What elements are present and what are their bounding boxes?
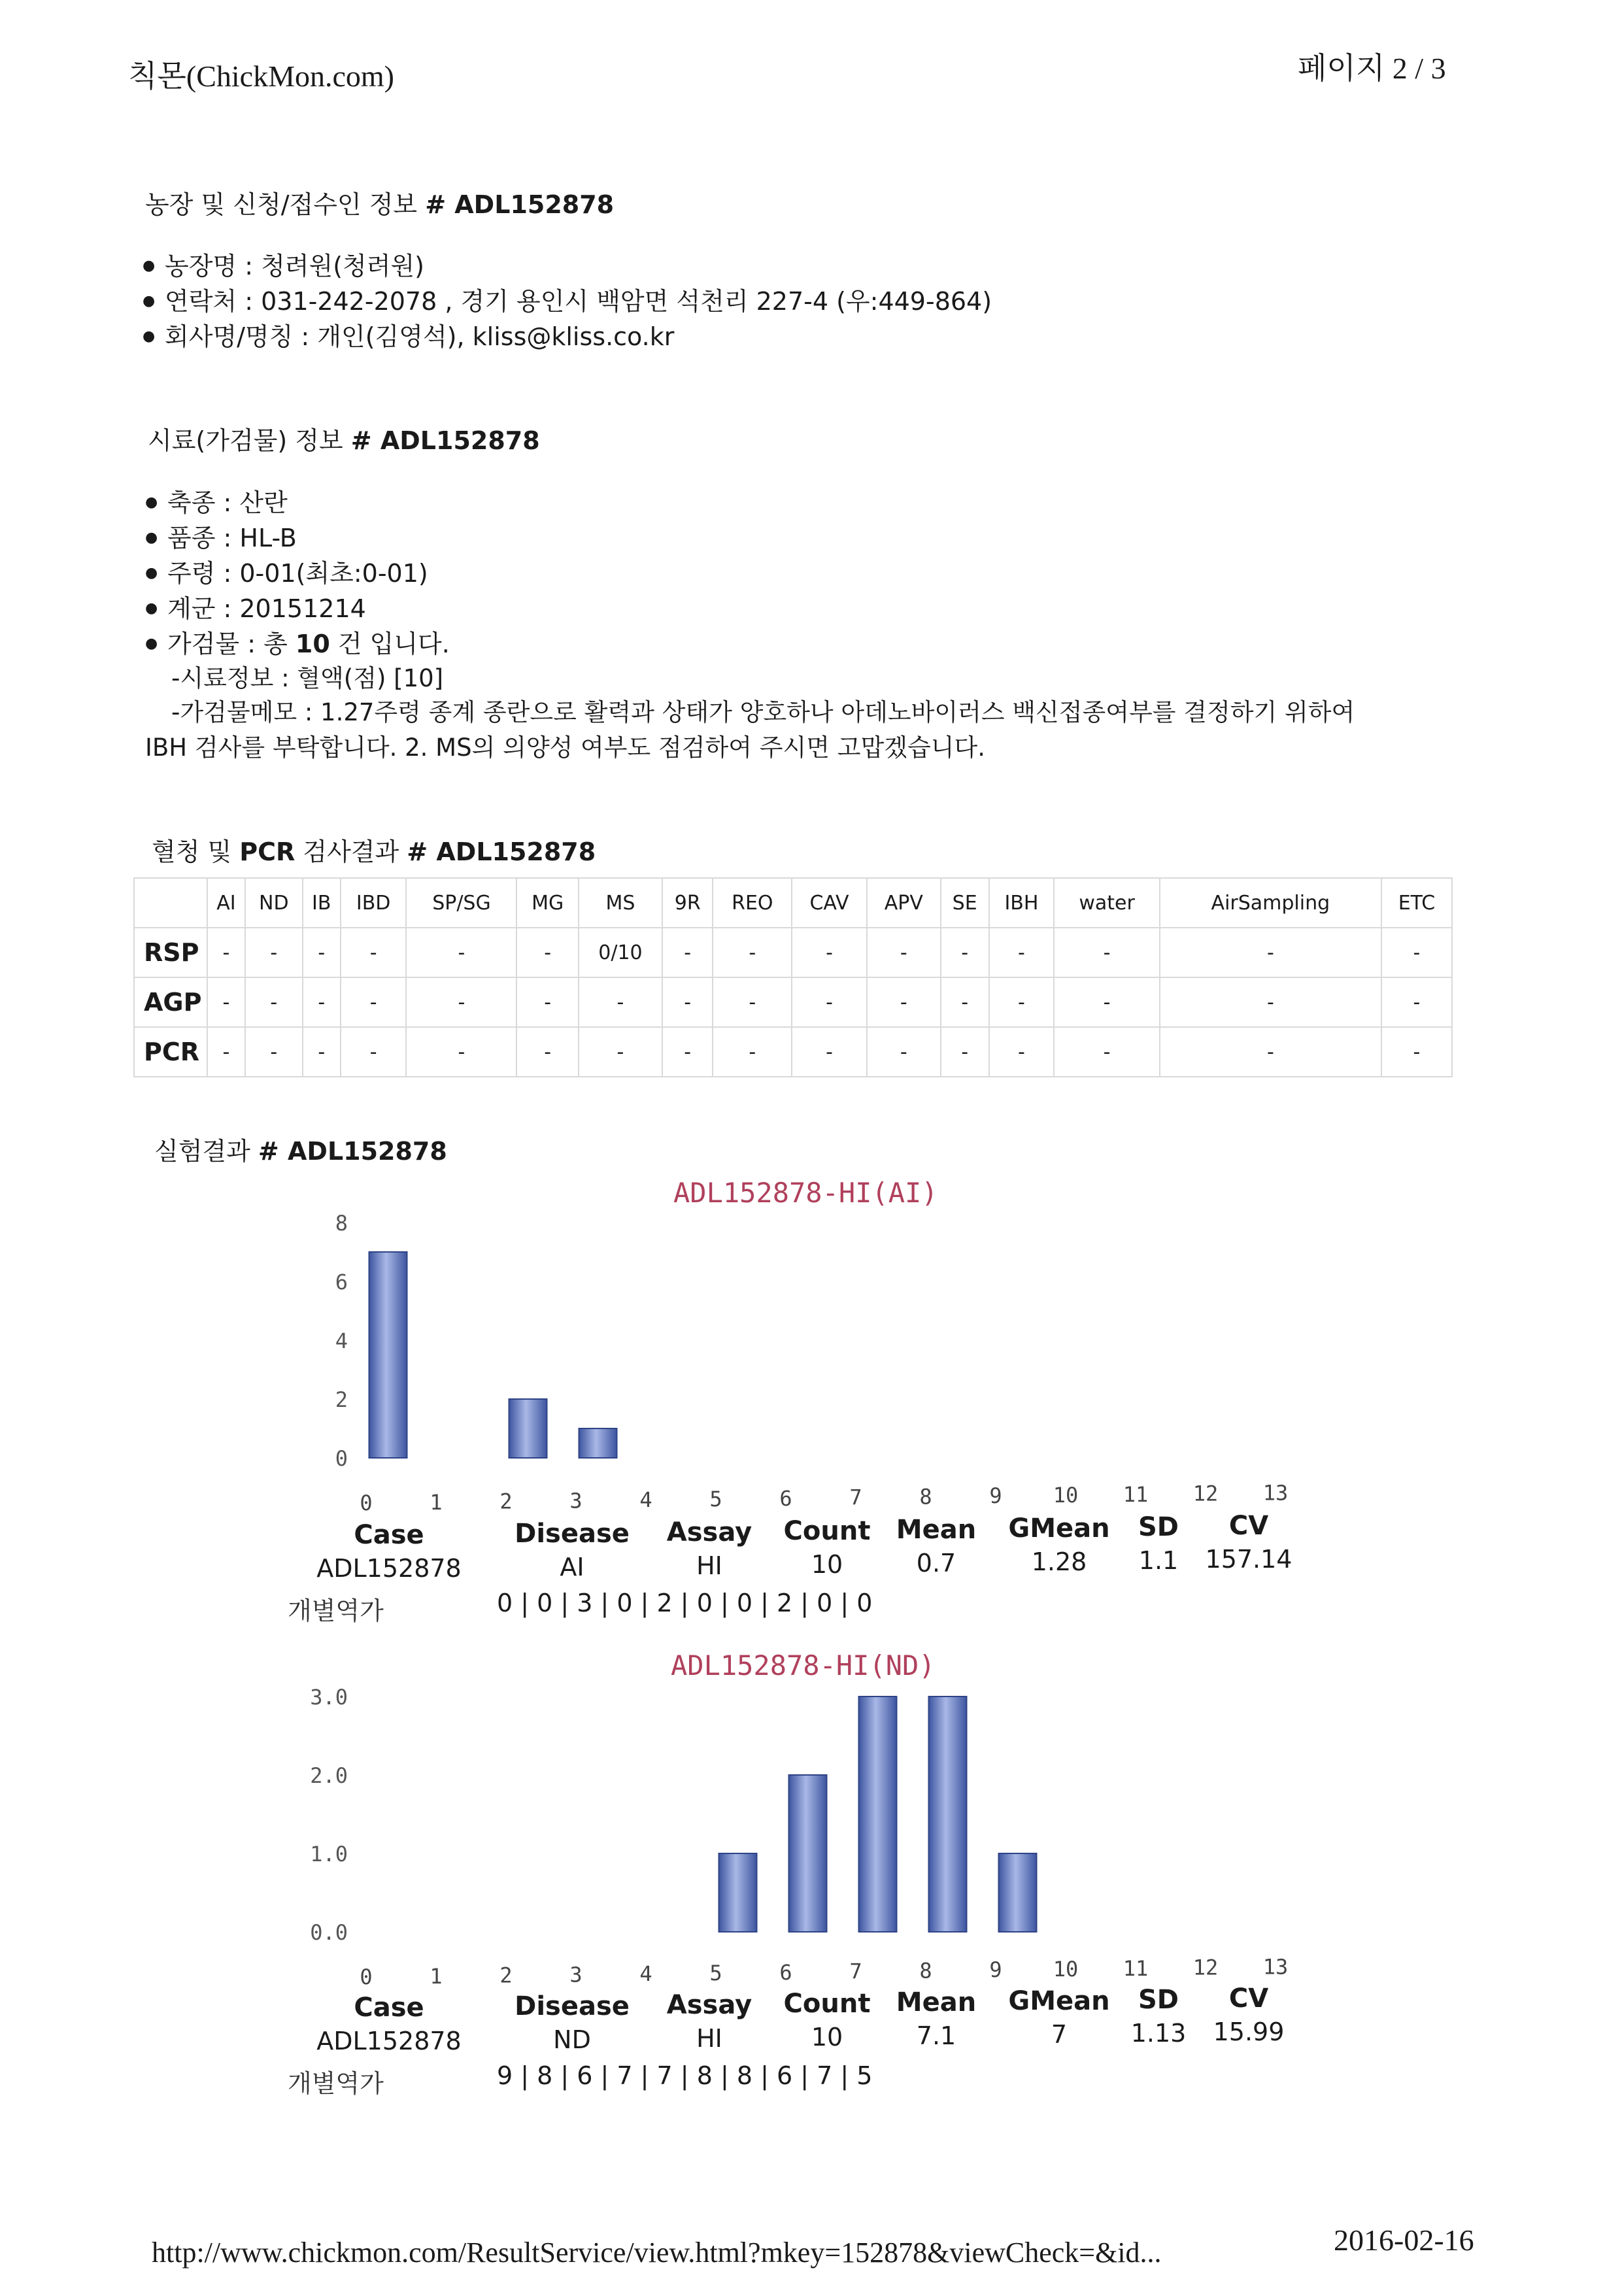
- y-tick-label: 0: [335, 1446, 348, 1471]
- chart-bar: [509, 1399, 547, 1458]
- individual-titer-label: 개별역가: [288, 2069, 384, 2098]
- pcr-column-header: AI: [207, 878, 245, 928]
- stats-value-sd: 1.1: [1138, 1546, 1179, 1575]
- pcr-row: [134, 1027, 1452, 1077]
- pcr-title-bold: PCR: [239, 837, 296, 866]
- pcr-row-label: AGP: [134, 977, 207, 1027]
- y-tick-label: 6: [335, 1270, 348, 1294]
- farm-info-list: [143, 248, 992, 354]
- x-tick-label: 11: [1123, 1955, 1149, 1981]
- stats-header-mean: Mean: [896, 1515, 977, 1545]
- stats-header-disease: Disease: [515, 1991, 630, 2021]
- individual-titer-label: 개별역가: [288, 1596, 384, 1625]
- sample-flock: ● 계군 : 20151214: [145, 591, 450, 626]
- y-tick-label: 2: [335, 1387, 348, 1412]
- pcr-column-header: APV: [867, 878, 941, 928]
- x-tick-label: 12: [1192, 1955, 1219, 1980]
- pcr-column-header: CAV: [792, 878, 867, 928]
- pcr-cell: -: [792, 1027, 867, 1077]
- stats-value-cv: 15.99: [1213, 2017, 1285, 2046]
- pcr-corner-cell: [134, 878, 207, 928]
- x-tick-label: 2: [499, 1963, 513, 1988]
- pcr-cell: -: [713, 977, 792, 1027]
- stats-header-sd: SD: [1138, 1985, 1179, 2015]
- pcr-column-header: 9R: [662, 878, 713, 928]
- individual-titer-values: 9 | 8 | 6 | 7 | 7 | 8 | 8 | 6 | 7 | 5: [497, 2061, 873, 2090]
- chart-bar: [859, 1697, 897, 1932]
- sample-breed: ● 품종 : HL-B: [145, 520, 450, 556]
- sample-count-suffix: 건 입니다.: [329, 630, 450, 658]
- chart-ai-title: ADL152878-HI(AI): [673, 1177, 938, 1209]
- x-tick-label: 1: [430, 1489, 443, 1515]
- x-tick-label: 6: [779, 1959, 792, 1985]
- pcr-cell: -: [1160, 928, 1381, 977]
- pcr-cell: -: [713, 928, 792, 977]
- pcr-column-header: water: [1054, 878, 1160, 928]
- footer-url[interactable]: http://www.chickmon.com/ResultService/view.html?mkey=152878&viewCheck=&id...: [152, 2237, 1162, 2269]
- pcr-cell: -: [303, 1027, 341, 1077]
- chart-ai: [307, 1209, 1366, 1530]
- pcr-cell: -: [989, 977, 1055, 1027]
- x-tick-label: 5: [709, 1961, 722, 1985]
- pcr-cell: -: [662, 928, 713, 977]
- pcr-cell: -: [867, 928, 941, 977]
- x-tick-label: 8: [919, 1484, 932, 1510]
- pcr-cell: -: [245, 1027, 303, 1077]
- pcr-cell: -: [406, 1027, 516, 1077]
- pcr-cell: -: [989, 928, 1055, 977]
- sample-memo-line1: -가검물메모 : 1.27주령 종계 종란으로 활력과 상태가 양호하나 아데노바이러스 백신접종여부를 결정하기 위하여: [171, 698, 1355, 726]
- stats-header-case: Case: [354, 1520, 424, 1550]
- pcr-cell: -: [1054, 977, 1160, 1027]
- stats-value-mean: 7.1: [916, 2021, 956, 2050]
- pcr-results-table: [133, 877, 1453, 1077]
- pcr-cell: -: [245, 928, 303, 977]
- stats-header-cv: CV: [1228, 1511, 1269, 1541]
- pcr-cell: -: [941, 1027, 989, 1077]
- pcr-cell: -: [941, 977, 989, 1027]
- pcr-cell: -: [989, 1027, 1055, 1077]
- pcr-cell: -: [662, 1027, 713, 1077]
- pcr-cell: -: [516, 928, 578, 977]
- pcr-cell: -: [341, 977, 407, 1027]
- x-tick-label: 13: [1262, 1480, 1289, 1506]
- stats-header-gmean: GMean: [1008, 1986, 1110, 2016]
- sample-count-value: 10: [295, 630, 330, 658]
- x-tick-label: 13: [1262, 1954, 1289, 1980]
- pcr-cell: -: [579, 1027, 662, 1077]
- pcr-row: [134, 977, 1452, 1027]
- sample-title-text: 시료(가검물) 정보: [148, 426, 351, 455]
- x-tick-label: 9: [989, 1957, 1002, 1983]
- pcr-cell: -: [207, 1027, 245, 1077]
- pcr-cell: -: [1381, 928, 1452, 977]
- stats-value-gmean: 1.28: [1031, 1547, 1087, 1576]
- pcr-column-header: REO: [713, 878, 792, 928]
- pcr-cell: -: [1381, 1027, 1452, 1077]
- pcr-row-label: PCR: [134, 1027, 207, 1077]
- x-tick-label: 7: [849, 1485, 862, 1510]
- stats-header-sd: SD: [1138, 1512, 1179, 1542]
- pcr-cell: -: [1160, 1027, 1381, 1077]
- pcr-cell: -: [341, 928, 407, 977]
- chart-ai-stats: [0, 1511, 1622, 1638]
- pcr-column-header: MG: [516, 878, 578, 928]
- chart-bar: [789, 1775, 827, 1932]
- x-tick-label: 10: [1053, 1957, 1079, 1982]
- pcr-cell: -: [867, 1027, 941, 1077]
- x-tick-label: 5: [709, 1487, 722, 1511]
- stats-value-disease: AI: [560, 1553, 584, 1581]
- pcr-column-header: AirSampling: [1160, 878, 1381, 928]
- chart-bar: [999, 1853, 1037, 1932]
- pcr-cell: 0/10: [579, 928, 662, 977]
- x-tick-label: 9: [989, 1483, 1002, 1509]
- chart-bar: [369, 1252, 407, 1458]
- y-tick-label: 4: [335, 1328, 348, 1353]
- sample-count-prefix: 가검물 : 총: [167, 630, 296, 658]
- stats-value-cv: 157.14: [1205, 1545, 1293, 1574]
- y-tick-label: 8: [335, 1211, 348, 1236]
- stats-header-mean: Mean: [896, 1987, 977, 2017]
- stats-value-case: ADL152878: [316, 2027, 462, 2055]
- pcr-cell: -: [1381, 977, 1452, 1027]
- pcr-cell: -: [207, 977, 245, 1027]
- stats-header-count: Count: [783, 1516, 871, 1546]
- x-tick-label: 3: [569, 1962, 583, 1987]
- pcr-cell: -: [207, 928, 245, 977]
- x-tick-label: 6: [779, 1485, 792, 1511]
- experiment-section-title: [154, 1131, 447, 1167]
- pcr-column-header: MS: [579, 878, 662, 928]
- pcr-cell: -: [792, 977, 867, 1027]
- stats-header-count: Count: [783, 1989, 871, 2019]
- page-indicator: 페이지 2 / 3: [1298, 52, 1446, 85]
- pcr-column-header: IBH: [989, 878, 1055, 928]
- y-tick-label: 1.0: [310, 1842, 348, 1866]
- chart-bar: [719, 1853, 757, 1932]
- stats-value-count: 10: [811, 1550, 843, 1579]
- stats-value-gmean: 7: [1051, 2020, 1068, 2049]
- farm-section-title: [145, 184, 614, 220]
- site-title: 칙몬(ChickMon.com): [128, 59, 394, 93]
- chart-nd-title: ADL152878-HI(ND): [671, 1649, 936, 1681]
- x-tick-label: 10: [1053, 1483, 1079, 1508]
- sample-count: [145, 626, 450, 662]
- pcr-cell: -: [341, 1027, 407, 1077]
- stats-value-disease: ND: [553, 2025, 591, 2054]
- farm-title-id: # ADL152878: [425, 190, 615, 219]
- stats-header-gmean: GMean: [1008, 1513, 1110, 1544]
- pcr-header-row: [134, 878, 1452, 928]
- sample-info-list: [145, 485, 450, 662]
- pcr-cell: -: [303, 928, 341, 977]
- chart-bar: [579, 1428, 617, 1458]
- y-tick-label: 0.0: [310, 1920, 348, 1945]
- stats-header-assay: Assay: [666, 1990, 752, 2020]
- sample-title-id: # ADL152878: [350, 426, 540, 455]
- pcr-column-header: ND: [245, 878, 303, 928]
- pcr-cell: -: [516, 1027, 578, 1077]
- footer-date: 2016-02-16: [1334, 2223, 1474, 2257]
- stats-header-case: Case: [354, 1993, 424, 2023]
- pcr-cell: -: [713, 1027, 792, 1077]
- pcr-cell: -: [579, 977, 662, 1027]
- x-tick-label: 0: [360, 1965, 373, 1989]
- stats-value-sd: 1.13: [1130, 2019, 1187, 2048]
- chart-nd: [307, 1683, 1366, 2004]
- pcr-column-header: ETC: [1381, 878, 1452, 928]
- pcr-cell: -: [792, 928, 867, 977]
- x-tick-label: 3: [569, 1488, 583, 1513]
- sample-detail: -시료정보 : 혈액(점) [10]: [171, 664, 444, 692]
- farm-name: ● 농장명 : 청려원(청려원): [143, 248, 992, 284]
- chart-bar: [929, 1697, 967, 1932]
- stats-value-assay: HI: [696, 2024, 722, 2053]
- pcr-row-label: RSP: [134, 928, 207, 977]
- pcr-cell: -: [867, 977, 941, 1027]
- sample-age: ● 주령 : 0-01(최초:0-01): [145, 556, 450, 591]
- chart-nd-stats: [0, 1984, 1622, 2110]
- experiment-title-text: 실험결과: [154, 1137, 258, 1166]
- stats-value-mean: 0.7: [916, 1549, 956, 1578]
- farm-contact: ● 연락처 : 031-242-2078 , 경기 용인시 백암면 석천리 227-4 (우:449-864): [143, 284, 992, 319]
- stats-value-assay: HI: [696, 1551, 722, 1580]
- pcr-section-title: [152, 832, 596, 868]
- x-tick-label: 2: [499, 1489, 513, 1514]
- pcr-cell: -: [245, 977, 303, 1027]
- experiment-title-id: # ADL152878: [258, 1137, 447, 1166]
- stats-value-case: ADL152878: [316, 1554, 462, 1583]
- pcr-column-header: IB: [303, 878, 341, 928]
- x-tick-label: 11: [1123, 1481, 1149, 1507]
- sample-section-title: [148, 420, 540, 456]
- y-tick-label: 3.0: [310, 1685, 348, 1710]
- farm-title-text: 농장 및 신청/접수인 정보: [145, 190, 426, 219]
- pcr-title-prefix: 혈청 및: [152, 837, 240, 866]
- pcr-title-id: # ADL152878: [407, 837, 596, 866]
- x-tick-label: 12: [1192, 1481, 1219, 1506]
- x-tick-label: 4: [639, 1487, 652, 1513]
- y-tick-label: 2.0: [310, 1763, 348, 1788]
- pcr-cell: -: [1160, 977, 1381, 1027]
- pcr-cell: -: [941, 928, 989, 977]
- pcr-cell: -: [406, 928, 516, 977]
- pcr-cell: -: [662, 977, 713, 1027]
- sample-memo-line2: IBH 검사를 부탁합니다. 2. MS의 의양성 여부도 점검하여 주시면 고맙겠습니다.: [145, 734, 985, 762]
- pcr-cell: -: [1054, 1027, 1160, 1077]
- farm-company: ● 회사명/명칭 : 개인(김영석), kliss@kliss.co.kr: [143, 319, 992, 354]
- pcr-cell: -: [516, 977, 578, 1027]
- pcr-cell: -: [303, 977, 341, 1027]
- pcr-cell: -: [1054, 928, 1160, 977]
- pcr-title-mid: 검사결과: [295, 837, 407, 866]
- x-tick-label: 0: [360, 1491, 373, 1515]
- sample-species: ● 축종 : 산란: [145, 485, 450, 520]
- pcr-column-header: SP/SG: [406, 878, 516, 928]
- stats-header-disease: Disease: [515, 1519, 630, 1549]
- stats-header-assay: Assay: [666, 1517, 752, 1547]
- pcr-cell: -: [406, 977, 516, 1027]
- stats-header-cv: CV: [1228, 1984, 1269, 2014]
- x-tick-label: 8: [919, 1958, 932, 1984]
- x-tick-label: 4: [639, 1961, 652, 1987]
- pcr-column-header: SE: [941, 878, 989, 928]
- x-tick-label: 7: [849, 1959, 862, 1984]
- stats-value-count: 10: [811, 2023, 843, 2051]
- pcr-row: [134, 928, 1452, 977]
- individual-titer-values: 0 | 0 | 3 | 0 | 2 | 0 | 0 | 2 | 0 | 0: [497, 1589, 873, 1617]
- x-tick-label: 1: [430, 1963, 443, 1989]
- pcr-column-header: IBD: [341, 878, 407, 928]
